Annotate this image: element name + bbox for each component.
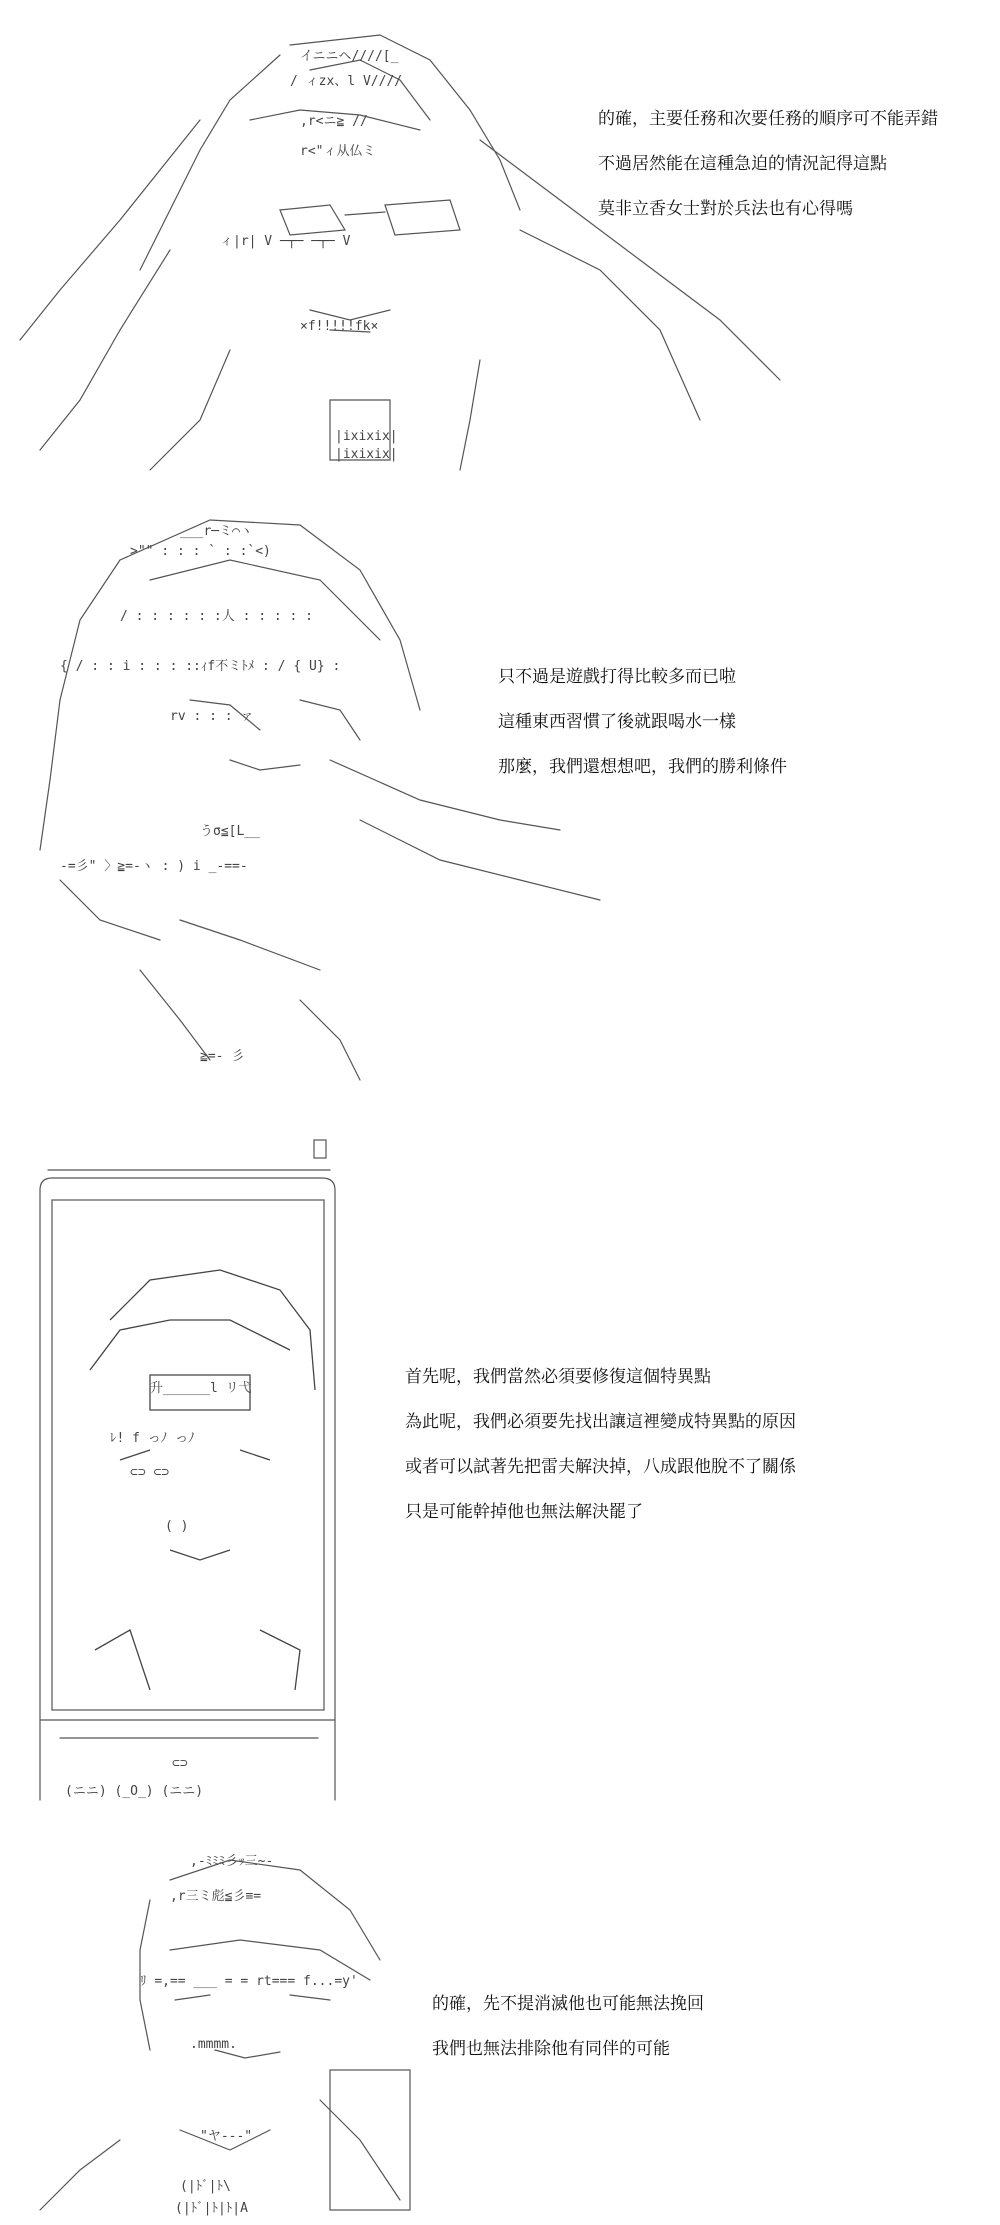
svg-text:rv : : : ァ: rv : : : ァ [170,709,254,724]
svg-text:.mmmm.: .mmmm. [190,2037,237,2052]
svg-text:___r─ミ⌒ヽ: ___r─ミ⌒ヽ [180,524,253,539]
svg-text:(|ﾄﾞ|ﾄ\: (|ﾄﾞ|ﾄ\ [180,2179,231,2194]
svg-text:( ): ( ) [165,1519,189,1534]
svg-text:×f!!!!!fk×: ×f!!!!!fk× [300,319,379,334]
svg-text:r<"ィ从仏ミ: r<"ィ从仏ミ [300,144,376,159]
svg-text:ﾚ! f っﾉ っﾉ: ﾚ! f っﾉ っﾉ [110,1431,195,1446]
panel-2-dialogue [498,668,787,803]
svg-text:升______l リ弋: 升______l リ弋 [150,1381,252,1396]
panel-4 [0,1840,1000,2225]
panel-1-dialogue [598,110,938,245]
dialogue-line: 只是可能幹掉他也無法解決罷了 [405,1502,643,1522]
ascii-art-character-short-hair [0,1840,440,2225]
panel-2 [0,500,1000,1100]
svg-text:(|ﾄﾞ|ﾄ|ﾄ|A: (|ﾄﾞ|ﾄ|ﾄ|A [175,2201,248,2216]
svg-text:(ニニ) (_O_) (ニニ): (ニニ) (_O_) (ニニ) [65,1784,204,1799]
svg-text:/ ィzx、l V////: / ィzx、l V//// [290,74,403,89]
dialogue-line: 的確，先不提消滅他也可能無法挽回 [432,1994,704,2014]
dialogue-line: 莫非立香女士對於兵法也有心得嗎 [598,199,853,219]
svg-text:,-ﾐﾐﾐ彡ｯ三~-: ,-ﾐﾐﾐ彡ｯ三~- [190,1854,274,1869]
dialogue-line: 我們也無法排除他有同伴的可能 [432,2039,670,2059]
ascii-art-smartphone [0,1130,360,1810]
svg-text:イニニヘ////[_: イニニヘ////[_ [300,49,399,64]
svg-text:/ : : : : : :人 : : : : :: / : : : : : :人 : : : : : [120,609,314,624]
dialogue-line: 不過居然能在這種急迫的情況記得這點 [598,154,887,174]
svg-text:⊂⊃: ⊂⊃ [172,1756,188,1771]
svg-text:ィ|r| V ─┬─ ─┬─ V: ィ|r| V ─┬─ ─┬─ V [220,234,351,249]
svg-text:"ヤ---": "ヤ---" [200,2129,253,2144]
dialogue-line: 只不過是遊戲打得比較多而已啦 [498,667,736,687]
dialogue-line: 或者可以試著先把雷夫解決掉，八成跟他脫不了關係 [405,1457,796,1477]
svg-text:|ixixix|: |ixixix| [335,429,398,444]
dialogue-line: 那麼，我們還想想吧，我們的勝利條件 [498,757,787,777]
svg-text:ﾘ =,== ___ = = rt=== f...=y': ﾘ =,== ___ = = rt=== f...=y' [140,1974,358,1989]
svg-text:-=彡" 〉≧=-ヽ : ) i _-==-: -=彡" 〉≧=-ヽ : ) i _-==- [60,859,248,874]
dialogue-line: 這種東西習慣了後就跟喝水一樣 [498,712,736,732]
dialogue-line: 為此呢，我們必須要先找出讓這裡變成特異點的原因 [405,1412,796,1432]
panel-3-dialogue [405,1368,796,1548]
svg-text:{ / : : i : : : ::ｨf不ミﾄﾒ : / {: { / : : i : : : ::ｨf不ミﾄﾒ : / { U} : [60,659,341,674]
panel-4-dialogue [432,1995,704,2085]
svg-text:>"" : : : ` : :`<): >"" : : : ` : :`<) [130,544,271,559]
svg-text:≧=- 彡: ≧=- 彡 [200,1049,245,1064]
svg-text:,r三ミ彪≦彡≡=: ,r三ミ彪≦彡≡= [170,1889,262,1904]
dialogue-line: 的確，主要任務和次要任務的順序可不能弄錯 [598,109,938,129]
panel-3 [0,1130,1000,1810]
svg-text:うσ≦[L__: うσ≦[L__ [200,824,260,839]
svg-text:,r<ニ≧ //: ,r<ニ≧ // [300,114,368,129]
svg-text:⊂⊃ ⊂⊃: ⊂⊃ ⊂⊃ [130,1465,170,1480]
dialogue-line: 首先呢，我們當然必須要修復這個特異點 [405,1367,711,1387]
panel-1 [0,0,1000,480]
svg-text:|ixixix|: |ixixix| [335,447,398,462]
